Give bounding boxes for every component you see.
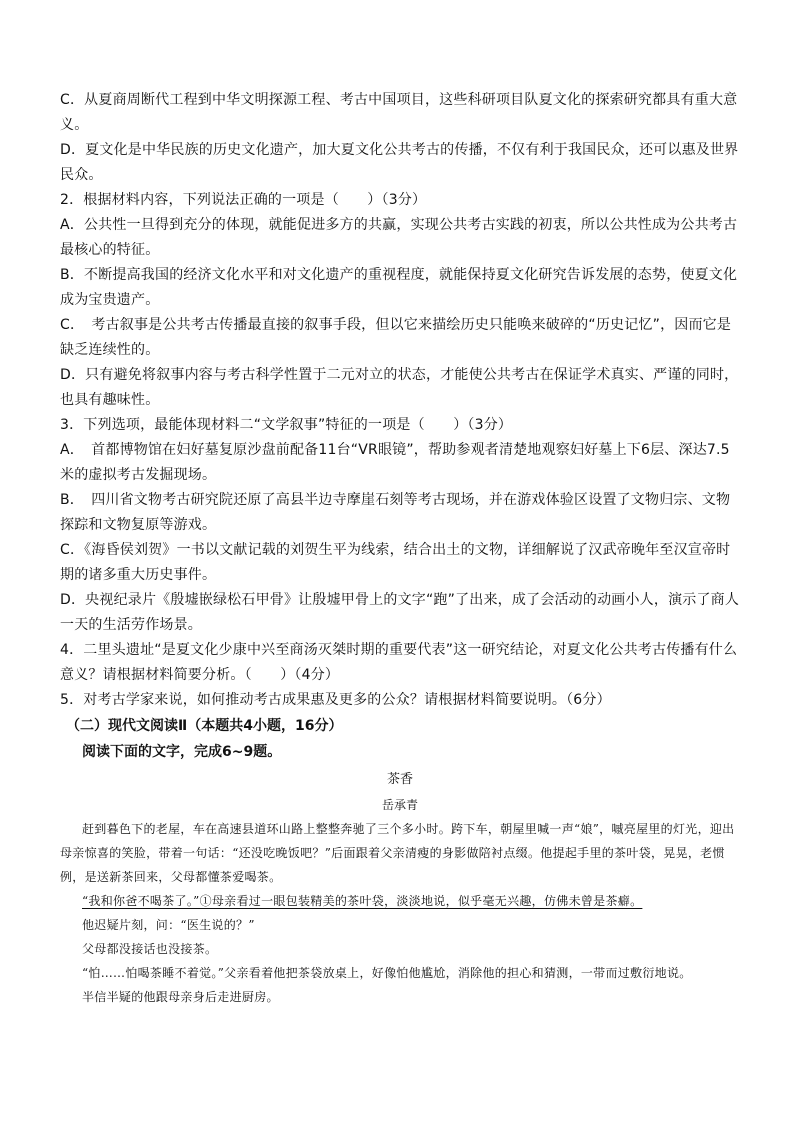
q3-option-b: B． 四川省文物考古研究院还原了高县半边寺摩崖石刻等考古现场，并在游戏体验区设置了文物归宗、文物探踪和文物复原等游戏。 xyxy=(60,492,731,533)
q2-option-c: C． 考古叙事是公共考古传播最直接的叙事手段，但以它来描绘历史只能唤来破碎的“历史记忆”，因而它是缺乏连续性的。 xyxy=(60,317,732,358)
q2-option-b: B．不断提高我国的经济文化水平和对文化遗产的重视程度，就能保持夏文化研究告诉发展的态势，使夏文化成为宝贵遗产。 xyxy=(60,267,738,308)
section-title: （二）现代文阅读Ⅱ（本题共4小题，16分） xyxy=(66,718,343,734)
section-instruction: 阅读下面的文字，完成6~9题。 xyxy=(82,744,282,760)
article-paragraph: 赶到暮色下的老屋，车在高速县道环山路上整整奔驰了三个多小时。跨下车，朝屋里喊一声“娘”，嘁亮屋里的灯光，迎出母亲惊喜的笑脸，带着一句话：“还没吃晚饭吧？”后面跟着父亲清瘦的身影做陪衬点缀。他提起手里的茶叶袋，晃晃，老惯例，是送新茶回来，父母都懂茶爱喝茶。 xyxy=(60,822,735,884)
q5-stem: 5．对考古学家来说，如何推动考古成果惠及更多的公众？请根据材料简要说明。（6分） xyxy=(60,692,611,708)
exam-page xyxy=(60,88,740,1009)
article-paragraph: 父母都没接话也没接茶。 xyxy=(82,942,218,956)
article-author: 岳承青 xyxy=(381,798,418,812)
q1-option-d: D．夏文化是中华民族的历史文化遗产，加大夏文化公共考古的传播，不仅有利于我国民众，还可以惠及世界民众。 xyxy=(60,142,739,183)
q3-option-d: D．央视纪录片《殷墟嵌绿松石甲骨》让殷墟甲骨上的文字“跑”了出来，成了会活动的动画小人，演示了商人一天的生活劳作场景。 xyxy=(60,592,740,633)
article-paragraph: “怕……怕喝茶睡不着觉。”父亲看着他把茶袋放桌上，好像怕他尴尬，消除他的担心和猜测，一带而过敷衍地说。 xyxy=(82,966,692,980)
q3-option-c: C．《海昏侯刘贺》一书以文献记载的刘贺生平为线索，结合出土的文物，详细解说了汉武帝晚年至汉宣帝时期的诸多重大历史事件。 xyxy=(60,542,731,583)
q3-option-a: A． 首都博物馆在妇好墓复原沙盘前配备11台“VR眼镜”，帮助参观者清楚地观察妇好墓上下6层、深达7.5米的虚拟考古发掘现场。 xyxy=(60,442,730,483)
q1-option-c: C．从夏商周断代工程到中华文明探源工程、考古中国项目，这些科研项目队夏文化的探索研究都具有重大意义。 xyxy=(60,92,738,133)
q2-option-a: A．公共性一旦得到充分的体现，就能促进多方的共赢，实现公共考古实践的初衷，所以公共性成为公共考古最核心的特征。 xyxy=(60,217,738,258)
article-paragraph: 他迟疑片刻，问：“医生说的？” xyxy=(82,918,255,932)
q4-stem: 4．二里头遗址“是夏文化少康中兴至商汤灭桀时期的重要代表”这一研究结论，对夏文化公共考古传播有什么意义？请根据材料简要分析。（ ）（4分） xyxy=(60,642,738,683)
article-paragraph: 半信半疑的他跟母亲身后走进厨房。 xyxy=(82,990,279,1004)
article-paragraph: “我和你爸不喝茶了。”①母亲看过一眼包装精美的茶叶袋，淡淡地说，似乎毫无兴趣，仿佛未曾是茶癖。 xyxy=(82,894,643,908)
q2-option-d: D．只有避免将叙事内容与考古科学性置于二元对立的状态，才能使公共考古在保证学术真实、严谨的同时，也具有趣味性。 xyxy=(60,367,739,408)
q3-stem: 3．下列选项，最能体现材料二“文学叙事”特征的一项是（ ）（3分） xyxy=(60,417,513,433)
article-title: 茶香 xyxy=(386,772,413,787)
q2-stem: 2．根据材料内容，下列说法正确的一项是（ ）（3分） xyxy=(60,192,427,208)
